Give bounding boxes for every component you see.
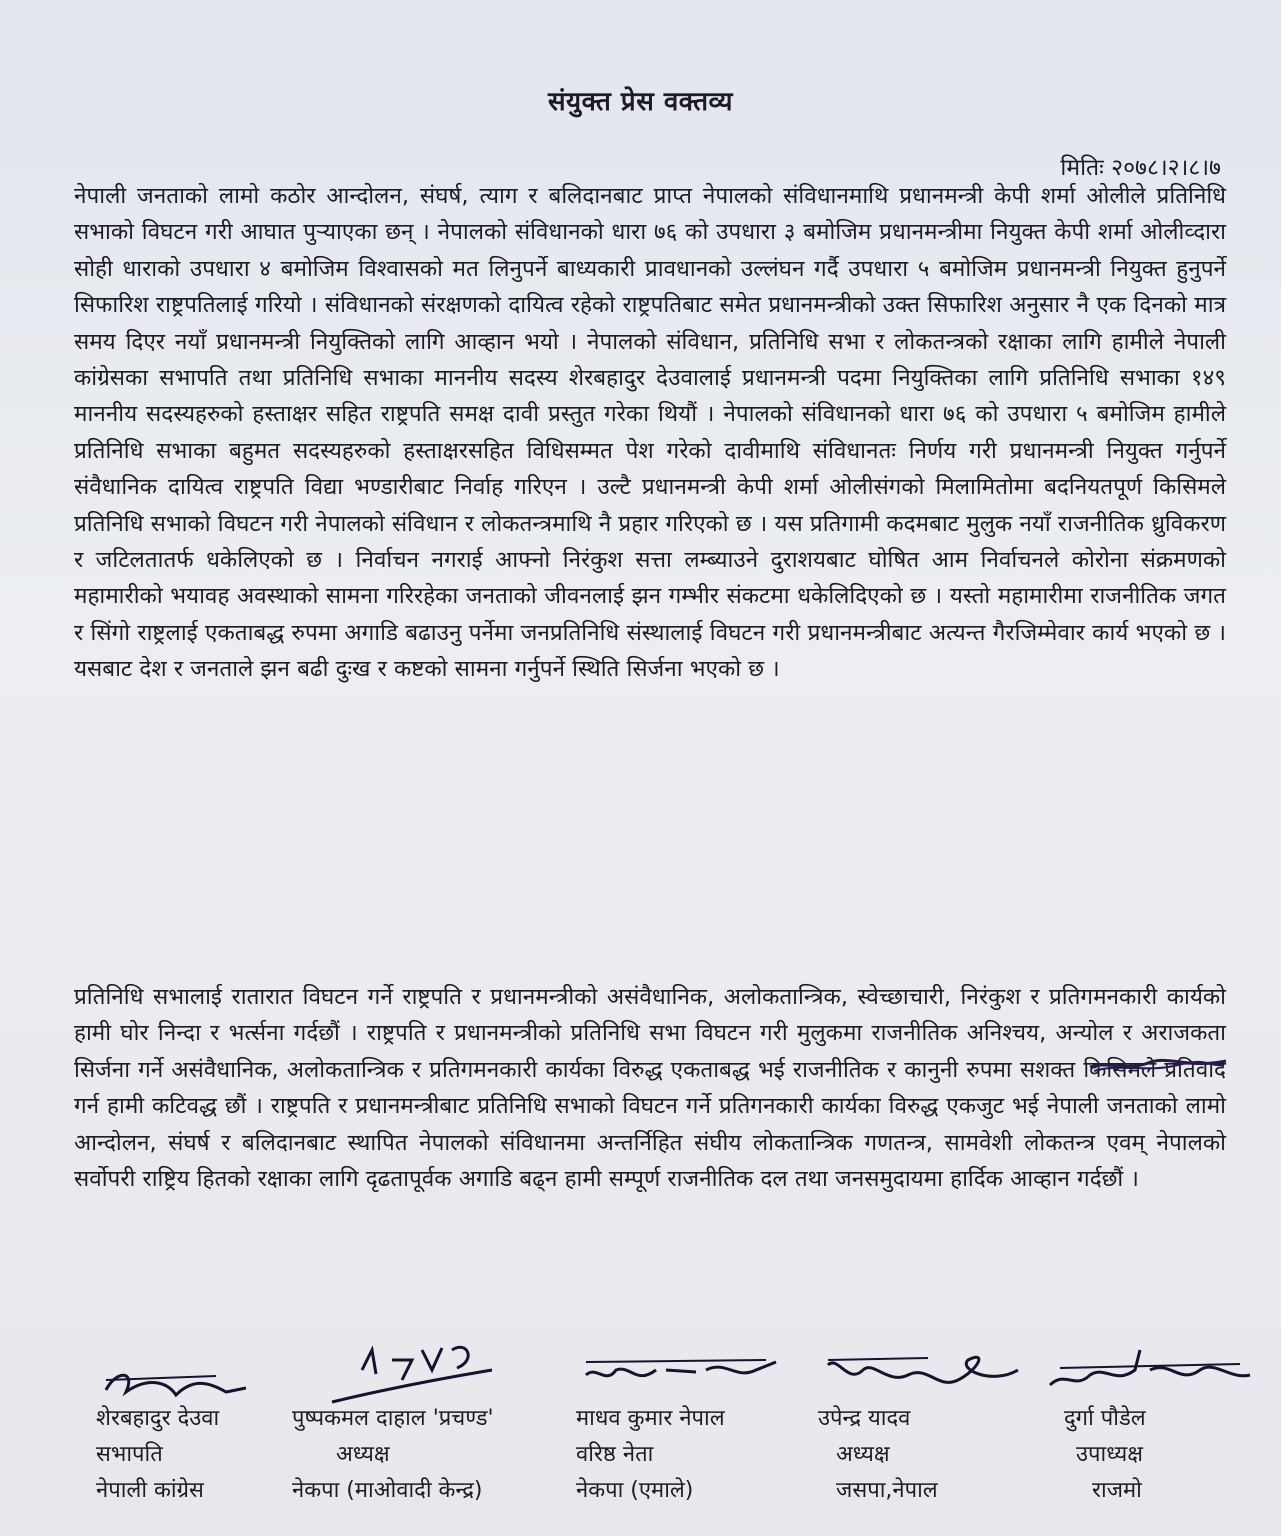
signatory-party: नेकपा (एमाले) — [576, 1478, 694, 1503]
signatory-2 — [292, 1340, 572, 1530]
signatory-name: माधव कुमार नेपाल — [576, 1406, 725, 1431]
handwritten-strikethrough — [1088, 1053, 1228, 1077]
signatory-name: उपेन्द्र यादव — [818, 1406, 911, 1431]
signature-mark — [818, 1340, 1038, 1410]
statement-paragraph-2: प्रतिनिधि सभालाई रातारात विघटन गर्ने राष्ट्रपति र प्रधानमन्त्रीको असंवैधानिक, अलोकतान्त्रिक, स्वेच्छाचारी, निरंकुश र प्रतिगमनकारी कार्यको हामी घोर निन्दा र भर्त्सना गर्दछौं । राष्ट्रपति र प्रधानमन्त्रीको प्रतिनिधि सभा विघटन गरी मुलुकमा राजनीतिक अनिश्चय, अन्योल र अराजकता सिर्जना गर्ने असंवैधानिक, अलोकतान्त्रिक र प्रतिगमनकारी कार्यका विरुद्ध एकताबद्ध भई राजनीतिक र कानुनी रुपमा सशक्त किसिमले प्रतिवाद गर्न हामी कटिवद्ध छौं । राष्ट्रपति र प्रधानमन्त्रीबाट प्रतिनिधि सभाको विघटन गर्ने प्रतिगनकारी कार्यका विरुद्ध एकजुट भई नेपाली जनताको लामो आन्दोलन, संघर्ष र बलिदानबाट स्थापित नेपालको संविधानमा अन्तर्निहित संघीय लोकतान्त्रिक गणतन्त्र, सामवेशी लोकतन्त्र एवम् नेपालको सर्वोपरी राष्ट्रिय हितको रक्षाका लागि दृढतापूर्वक अगाडि बढ्न हामी सम्पूर्ण राजनीतिक दल तथा जनसमुदायमा हार्दिक आव्हान गर्दछौं । — [74, 984, 1226, 1193]
signatory-party: जसपा,नेपाल — [836, 1478, 938, 1503]
signatory-1 — [96, 1340, 296, 1530]
signature-block — [0, 1340, 1281, 1536]
signatory-party: नेपाली कांग्रेस — [96, 1478, 204, 1503]
signature-mark — [292, 1340, 512, 1410]
signatory-3 — [576, 1340, 806, 1530]
signatory-party: नेकपा (माओवादी केन्द्र) — [292, 1478, 483, 1503]
signature-mark — [96, 1340, 316, 1410]
signatory-position: सभापति — [96, 1442, 163, 1467]
signatory-4 — [818, 1340, 1038, 1530]
signatory-position: अध्यक्ष — [836, 1442, 890, 1467]
signatory-party: राजमो — [1092, 1478, 1142, 1503]
signature-mark — [1040, 1340, 1260, 1410]
signature-mark — [576, 1340, 796, 1410]
statement-paragraph-1: नेपाली जनताको लामो कठोर आन्दोलन, संघर्ष, त्याग र बलिदानबाट प्राप्त नेपालको संविधानमाथि प्रधानमन्त्री केपी शर्मा ओलीले प्रतिनिधि सभाको विघटन गरी आघात पुर्‍याएका छन् । नेपालको संविधानको धारा ७६ को उपधारा ३ बमोजिम प्रधानमन्त्रीमा नियुक्त केपी शर्मा ओलीव्दारा सोही धाराको उपधारा ४ बमोजिम विश्वासको मत लिनुपर्ने बाध्यकारी प्रावधानको उल्लंघन गर्दै उपधारा ५ बमोजिम प्रधानमन्त्री नियुक्त हुनुपर्ने सिफारिश राष्ट्रपतिलाई गरियो । संविधानको संरक्षणको दायित्व रहेको राष्ट्रपतिबाट समेत प्रधानमन्त्रीको उक्त सिफारिश अनुसार नै एक दिनको मात्र समय दिएर नयाँ प्रधानमन्त्री नियुक्तिको लागि आव्हान भयो । नेपालको संविधान, प्रतिनिधि सभा र लोकतन्त्रको रक्षाका लागि हामीले नेपाली कांग्रेसका सभापति तथा प्रतिनिधि सभाका माननीय सदस्य शेरबहादुर देउवालाई प्रधानमन्त्री पदमा नियुक्तिका लागि प्रतिनिधि सभाका १४९ माननीय सदस्यहरुको हस्ताक्षर सहित राष्ट्रपति समक्ष दावी प्रस्तुत गरेका थियौं । नेपालको संविधानको धारा ७६ को उपधारा ५ बमोजिम हामीले प्रतिनिधि सभाका बहुमत सदस्यहरुको हस्ताक्षरसहित विधिसम्मत पेश गरेको दावीमाथि संविधानतः निर्णय गरी प्रधानमन्त्री नियुक्त गर्नुपर्ने संवैधानिक दायित्व राष्ट्रपति विद्या भण्डारीबाट निर्वाह गरिएन । उल्टै प्रधानमन्त्री केपी शर्मा ओलीसंगको मिलामितोमा बदनियतपूर्ण किसिमले प्रतिनिधि सभाको विघटन गरी नेपालको संविधान र लोकतन्त्रमाथि नै प्रहार गरिएको छ । यस प्रतिगामी कदमबाट मुलुक नयाँ राजनीतिक ध्रुविकरण र जटिलतातर्फ धकेलिएको छ । निर्वाचन नगराई आफ्नो निरंकुश सत्ता लम्ब्याउने दुराशयबाट घोषित आम निर्वाचनले कोरोना संक्रमणको महामारीको भयावह अवस्थाको सामना गरिरहेका जनताको जीवनलाई झन गम्भीर संकटमा धकेलिदिएको छ । यस्तो महामारीमा राजनीतिक जगत र सिंगो राष्ट्रलाई एकताबद्ध रुपमा अगाडि बढाउनु पर्नेमा जनप्रतिनिधि संस्थालाई विघटन गरी प्रधानमन्त्रीबाट अत्यन्त गैरजिम्मेवार कार्य भएको छ । यसबाट देश र जनताले झन बढी दुःख र कष्टको सामना गर्नुपर्ने स्थिति सिर्जना भएको छ । — [74, 183, 1226, 683]
signatory-name: पुष्पकमल दाहाल 'प्रचण्ड' — [292, 1406, 494, 1431]
signatory-5 — [1040, 1340, 1260, 1530]
document-date: मितिः २०७८।२।८।७ — [1060, 155, 1221, 181]
signatory-position: उपाध्यक्ष — [1076, 1442, 1144, 1467]
signatory-name: दुर्गा पौडेल — [1064, 1406, 1146, 1431]
document-title: संयुक्त प्रेस वक्तव्य — [547, 87, 734, 117]
signatory-position: अध्यक्ष — [336, 1442, 390, 1467]
signatory-position: वरिष्ठ नेता — [576, 1442, 654, 1467]
signatory-name: शेरबहादुर देउवा — [96, 1406, 220, 1431]
